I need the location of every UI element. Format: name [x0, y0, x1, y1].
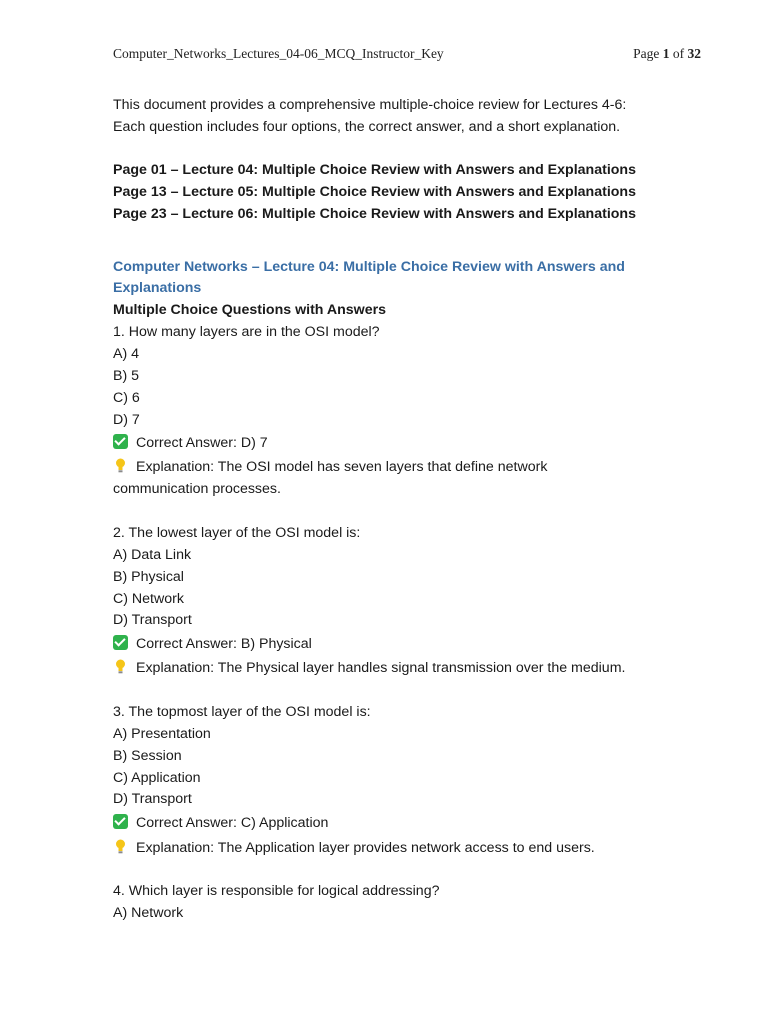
toc-entry-lecture-06[interactable]: Page 23 – Lecture 06: Multiple Choice Review with Answers and Explanations — [113, 206, 636, 222]
q1-explanation — [113, 456, 547, 478]
question-3: 3. The topmost layer of the OSI model is: — [113, 704, 371, 720]
section-title-line-2: Explanations — [113, 280, 202, 296]
q2-option-d: D) Transport — [113, 612, 192, 628]
question-1: 1. How many layers are in the OSI model? — [113, 324, 380, 340]
check-mark-icon — [113, 814, 128, 829]
check-mark-icon — [113, 635, 128, 650]
q2-explanation-text: Explanation: The Physical layer handles signal transmission over the medium. — [136, 660, 626, 676]
q3-option-b: B) Session — [113, 748, 182, 764]
question-2: 2. The lowest layer of the OSI model is: — [113, 525, 361, 541]
q1-answer-text: Correct Answer: D) 7 — [136, 435, 268, 451]
q3-option-c: C) Application — [113, 770, 201, 786]
section-title-line-1: Computer Networks – Lecture 04: Multiple Choice Review with Answers and — [113, 259, 625, 275]
q1-explanation-text: Explanation: The OSI model has seven layers that define network — [136, 459, 548, 475]
check-mark-icon — [113, 434, 128, 449]
q2-answer — [113, 633, 312, 655]
q2-option-a: A) Data Link — [113, 547, 192, 563]
q1-option-b: B) 5 — [113, 368, 140, 384]
page-of: of — [672, 46, 685, 61]
toc-entry-lecture-05[interactable]: Page 13 – Lecture 05: Multiple Choice Review with Answers and Explanations — [113, 184, 636, 200]
q1-option-a: A) 4 — [113, 346, 140, 362]
q1-answer — [113, 432, 268, 454]
q1-explanation-cont: communication processes. — [113, 481, 281, 497]
q2-option-b: B) Physical — [113, 569, 184, 585]
q2-explanation — [113, 657, 625, 679]
q1-option-d: D) 7 — [113, 412, 140, 428]
intro-line-2: Each question includes four options, the correct answer, and a short explanation. — [113, 119, 621, 135]
toc-entry-lecture-04[interactable]: Page 01 – Lecture 04: Multiple Choice Review with Answers and Explanations — [113, 162, 636, 178]
page-total: 32 — [687, 46, 701, 61]
q3-option-d: D) Transport — [113, 791, 192, 807]
q3-explanation-text: Explanation: The Application layer provides network access to end users. — [136, 840, 595, 856]
intro-line-1: This document provides a comprehensive multiple-choice review for Lectures 4-6: — [113, 97, 627, 113]
section-subtitle: Multiple Choice Questions with Answers — [113, 302, 387, 318]
question-4: 4. Which layer is responsible for logical addressing? — [113, 883, 440, 899]
q2-option-c: C) Network — [113, 591, 184, 607]
page-header — [113, 46, 701, 66]
q3-option-a: A) Presentation — [113, 726, 211, 742]
document-name: Computer_Networks_Lectures_04-06_MCQ_Instructor_Key — [113, 46, 444, 61]
light-bulb-icon — [113, 839, 128, 854]
page-number — [633, 46, 701, 62]
light-bulb-icon — [113, 659, 128, 674]
page-word: Page — [633, 46, 660, 61]
q3-explanation — [113, 837, 595, 859]
q4-option-a: A) Network — [113, 905, 184, 921]
page-current: 1 — [662, 46, 670, 61]
q3-answer — [113, 812, 328, 834]
q3-answer-text: Correct Answer: C) Application — [136, 815, 329, 831]
q2-answer-text: Correct Answer: B) Physical — [136, 636, 312, 652]
q1-option-c: C) 6 — [113, 390, 140, 406]
light-bulb-icon — [113, 458, 128, 473]
